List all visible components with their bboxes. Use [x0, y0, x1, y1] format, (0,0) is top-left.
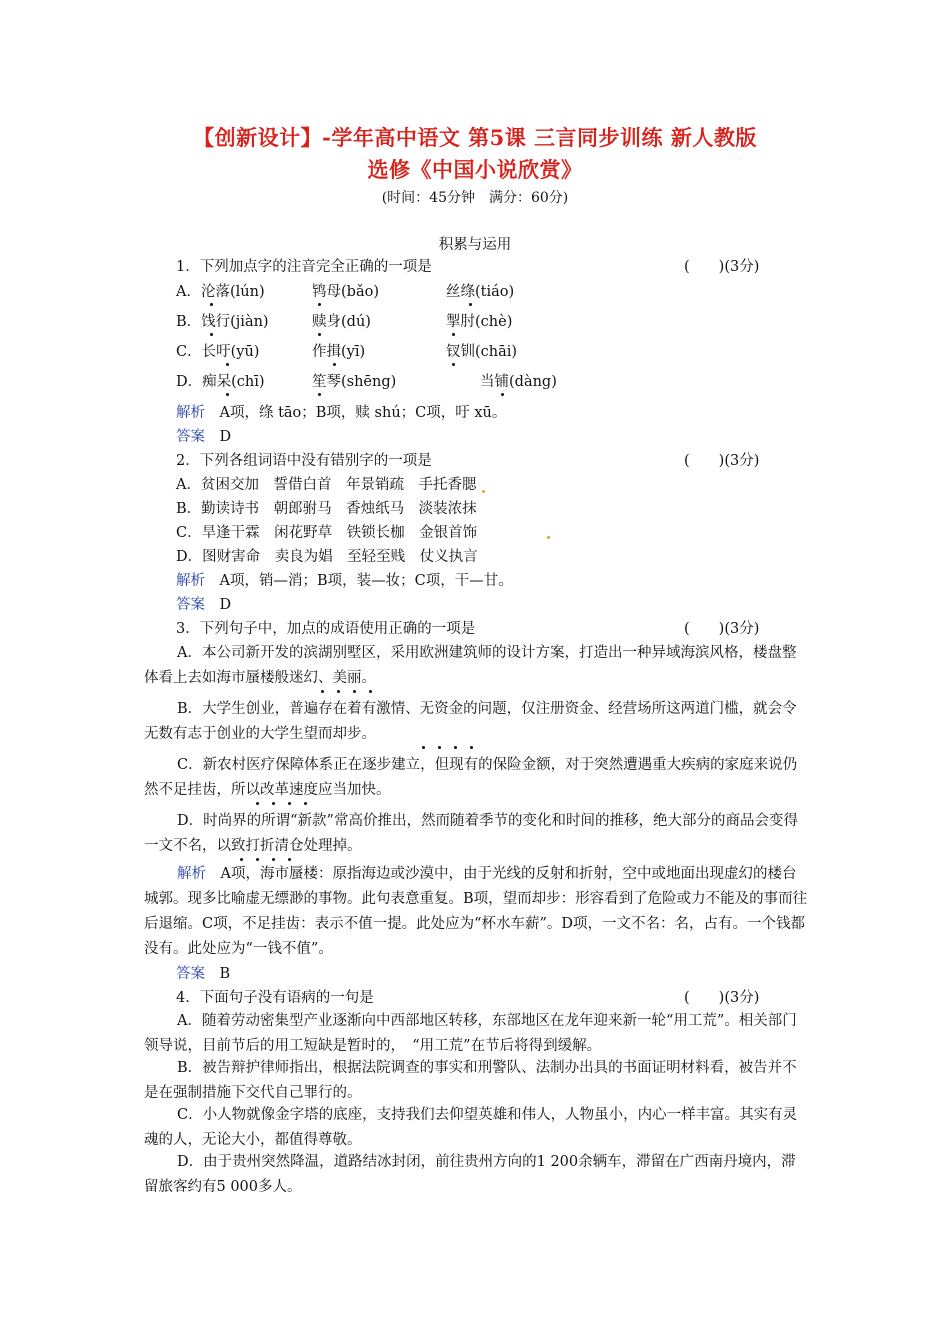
q4-option-d: D．由于贵州突然降温，道路结冰封闭，前往贵州方向的1 200余辆车，滞留在广西南丹境内，滞留旅客约有5 000多人。: [144, 1154, 796, 1195]
doc-title-line2: 选修《中国小说欣赏》: [367, 157, 583, 182]
emphasis-dot: [210, 333, 213, 336]
q4-option-c: C．小人物就像金字塔的底座，支持我们去仰望英雄和伟人，人物虽小，内心一样丰富。其实有灵魂的人，无论大小，都值得尊敬。: [144, 1107, 798, 1148]
emphasis-dot: [226, 393, 229, 396]
q4-option-b: B．被告辩护律师指出，根据法院调查的事实和刑警队、法制办出具的书面证明材料看，被告并不是在强制措施下交代自己罪行的。: [144, 1060, 797, 1101]
q3-analysis: [144, 862, 810, 962]
emphasis-dot: [256, 858, 259, 861]
q4-score: ( )(3分): [684, 990, 760, 1006]
emphasis-dot: [333, 363, 336, 366]
q1-answer-text: D: [205, 429, 232, 445]
q2-option-b: B．勤读诗书 朝郎驸马 香烛纸马 淡装浓抹: [176, 501, 477, 517]
emphasis-dot: [369, 690, 372, 693]
answer-label: 答案: [176, 597, 205, 613]
ink-speck: [482, 490, 485, 493]
q3-answer-text: B: [205, 966, 231, 982]
emphasis-dot: [272, 858, 275, 861]
q1-option-d-2: 笙琴(shēng): [312, 374, 397, 390]
q3-option-c: C．新农村医疗保障体系正在逐步建立，但现有的保险金额，对于突然遭遇重大疾病的家庭来说仍然不足挂齿，所以改革速度应当加快。: [144, 757, 798, 798]
q1-option-c-2: 作揖(yī): [312, 344, 366, 360]
emphasis-dot: [288, 802, 291, 805]
q3-option-d: D．时尚界的所谓“新款”常高价推出，然而随着季节的变化和时间的推移，绝大部分的商品会变得一文不名，以致打折清仓处理掉。: [144, 813, 798, 854]
answer-label: 答案: [176, 429, 205, 445]
q3-answer: [176, 964, 230, 984]
q1-option-a-3: 丝绦(tiáo): [446, 284, 515, 300]
q2-answer-text: D: [205, 597, 232, 613]
time-score-info: (时间：45分钟 满分：60分): [381, 190, 569, 206]
emphasis-dot: [318, 303, 321, 306]
q1-option-a-1: A．沦落(lún): [176, 284, 265, 300]
emphasis-dot: [452, 363, 455, 366]
q1-answer: [176, 427, 231, 447]
q1-analysis: [176, 403, 506, 423]
q1-option-a-2: 鸨母(bǎo): [312, 284, 379, 300]
emphasis-dot: [318, 333, 321, 336]
emphasis-dot: [452, 333, 455, 336]
emphasis-dot: [304, 802, 307, 805]
q4-option-a: A．随着劳动密集型产业逐渐向中西部地区转移，东部地区在龙年迎来新一轮“用工荒”。相关部门领导说，目前节后的用工短缺是暂时的， “用工荒”在节后将得到缓解。: [144, 1013, 797, 1054]
emphasis-dot: [470, 746, 473, 749]
emphasis-dot: [337, 690, 340, 693]
q1-stem: 1．下列加点字的注音完全正确的一项是: [176, 259, 432, 275]
q2-analysis: [176, 571, 513, 591]
emphasis-dot: [454, 746, 457, 749]
emphasis-dot: [469, 303, 472, 306]
emphasis-dot: [501, 393, 504, 396]
emphasis-dot: [256, 802, 259, 805]
q1-option-d-1: D．痴呆(chī): [176, 374, 265, 390]
emphasis-dot: [353, 690, 356, 693]
q3-option-a: A．本公司新开发的滨湖别墅区，采用欧洲建筑师的设计方案，打造出一种异域海滨风格，楼盘整体看上去如海市蜃楼般迷幻、美丽。: [144, 645, 797, 686]
answer-label: 答案: [176, 966, 205, 982]
q2-option-a: A．贫困交加 誓借白首 年景销疏 手托香腮: [176, 477, 477, 493]
q1-option-b-1: B．饯行(jiàn): [176, 314, 269, 330]
analysis-label: 解析: [176, 405, 205, 421]
q2-score: ( )(3分): [684, 453, 760, 469]
q2-option-d: D．图财害命 卖良为娼 至轻至贱 仗义执言: [176, 549, 478, 565]
q1-option-d-3: 当铺(dàng): [480, 374, 557, 390]
q3-option-b: B．大学生创业，普遍存在着有激情、无资金的问题，仅注册资金、经营场所这两道门槛，就会令无数有志于创业的大学生望而却步。: [144, 701, 797, 742]
emphasis-dot: [272, 802, 275, 805]
emphasis-dot: [226, 363, 229, 366]
q1-option-b-3: 掣肘(chè): [446, 314, 513, 330]
emphasis-dot: [210, 303, 213, 306]
emphasis-dot: [321, 690, 324, 693]
analysis-label: 解析: [177, 866, 206, 882]
q1-analysis-text: A项，绦 tāo；B项，赎 shú；C项，吁 xū。: [205, 405, 507, 421]
q3-score: ( )(3分): [684, 621, 760, 637]
q2-option-c: C．旱逢干霖 闲花野草 铁锁长枷 金银首饰: [176, 525, 478, 541]
emphasis-dot: [422, 746, 425, 749]
q2-stem: 2．下列各组词语中没有错别字的一项是: [176, 453, 432, 469]
q1-option-c-1: C．长吁(yū): [176, 344, 260, 360]
q3-analysis-text: A项，海市蜃楼：原指海边或沙漠中，由于光线的反射和折射，空中或地面出现虚幻的楼台城郭。现多比喻虚无缥渺的事物。此句表意重复。B项，望而却步：形容看到了危险或力不能及的事而往后退缩。C项，不足挂齿：表示不值一提。此处应为“杯水车薪”。D项，一文不名：名，占有。一个钱都没有。此处应为“一钱不值”。: [144, 866, 808, 957]
q4-stem: 4．下面句子没有语病的一句是: [176, 990, 374, 1006]
analysis-label: 解析: [176, 573, 205, 589]
q1-option-c-3: 钗钏(chāi): [446, 344, 518, 360]
ink-speck: [547, 536, 550, 539]
emphasis-dot: [240, 858, 243, 861]
doc-title-line1: 【创新设计】-学年高中语文 第5课 三言同步训练 新人教版: [193, 125, 757, 150]
section-title: 积累与运用: [438, 237, 512, 253]
q2-analysis-text: A项，销—消；B项，装—妆；C项，干—甘。: [205, 573, 513, 589]
q2-answer: [176, 595, 231, 615]
q3-stem: 3．下列句子中，加点的成语使用正确的一项是: [176, 621, 476, 637]
emphasis-dot: [288, 858, 291, 861]
emphasis-dot: [318, 393, 321, 396]
emphasis-dot: [438, 746, 441, 749]
q1-option-b-2: 赎身(dú): [312, 314, 371, 330]
q1-score: ( )(3分): [684, 259, 760, 275]
